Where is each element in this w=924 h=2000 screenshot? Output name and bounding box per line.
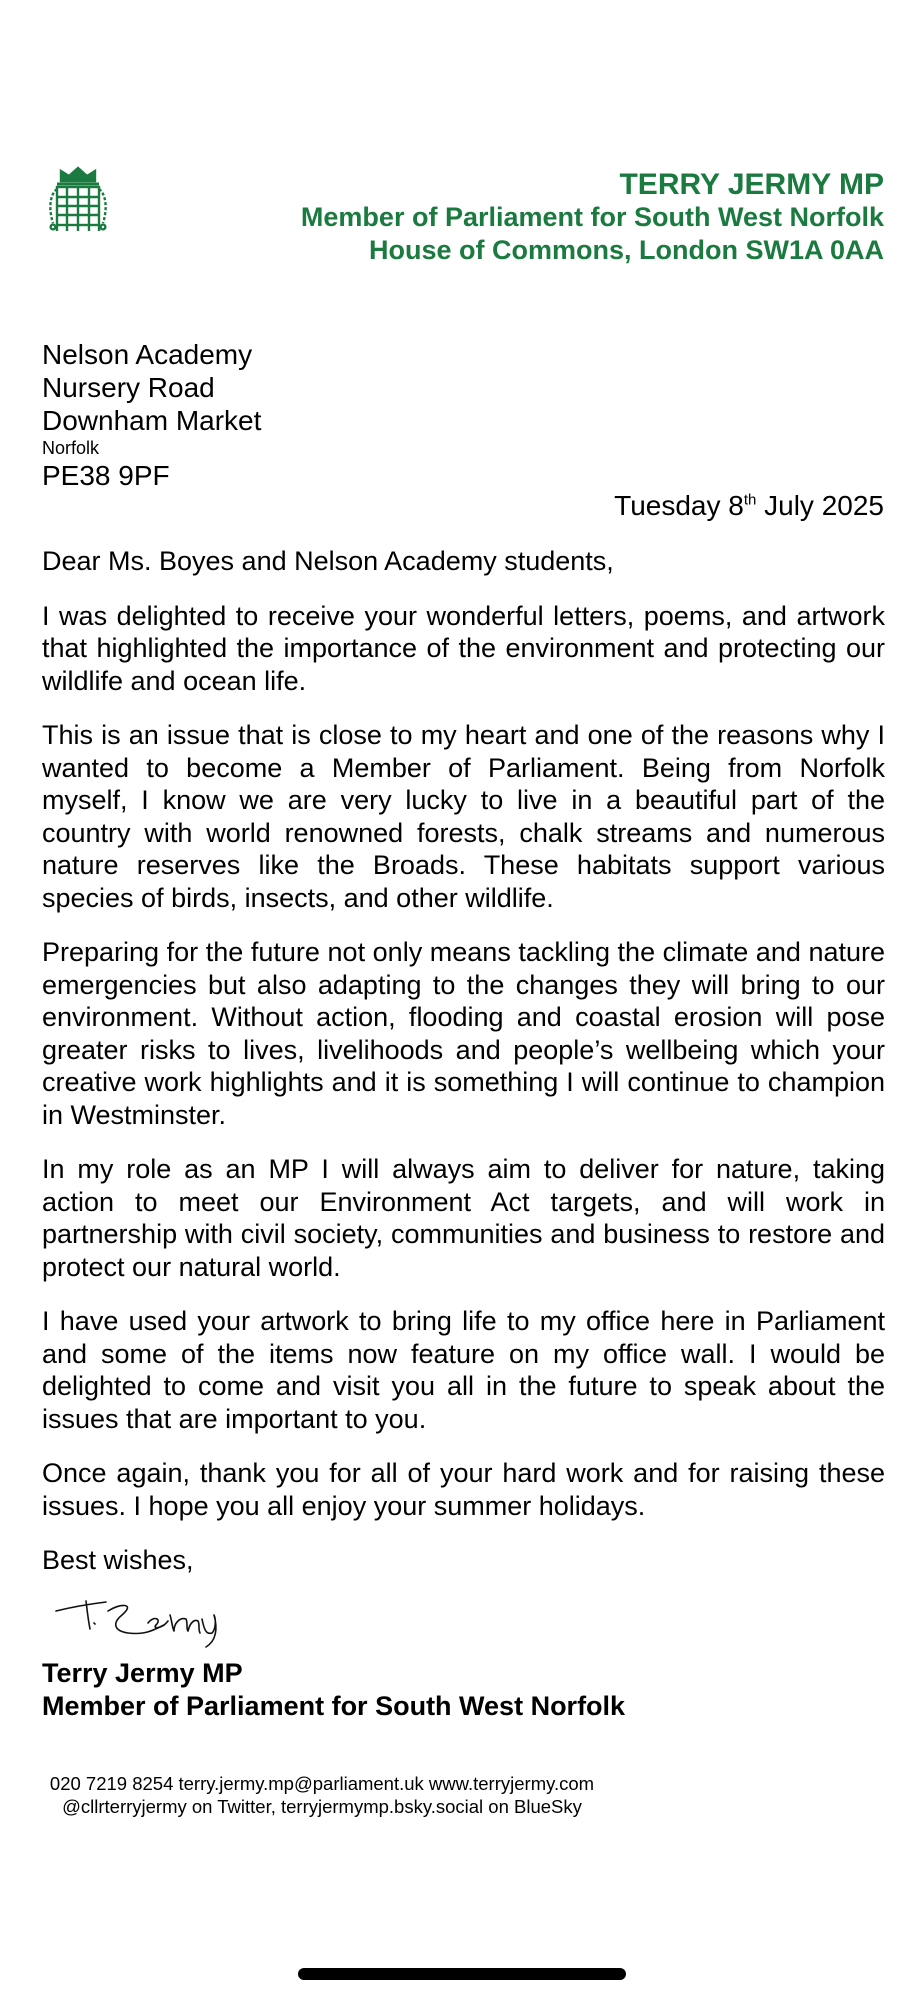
home-indicator[interactable] bbox=[298, 1968, 626, 1980]
paragraph: Preparing for the future not only means tackling the climate and nature emergencies but also adapting to the changes they will bring to our environment. Without action, flooding and coastal erosion will pose greater risks to lives, livelihoods and people’s wellbeing which your creative work highlights and it is something I will continue to champion in Westminster. bbox=[42, 937, 885, 1130]
social-handles: @cllrterryjermy on Twitter, terryjermymp.bsky.social on BlueSky bbox=[62, 1796, 582, 1817]
contact-footer bbox=[42, 1772, 602, 1818]
portcullis-icon bbox=[45, 165, 111, 239]
address-line: Downham Market bbox=[42, 405, 262, 436]
contact-details: 020 7219 8254 terry.jermy.mp@parliament.uk www.terryjermy.com bbox=[49, 1773, 595, 1794]
address-postcode: PE38 9PF bbox=[42, 460, 170, 491]
mp-name-heading: TERRY JERMY MP bbox=[619, 168, 884, 201]
letter-date bbox=[614, 490, 884, 522]
signatory-role: Member of Parliament for South West Norfolk bbox=[42, 1690, 626, 1721]
salutation: Dear Ms. Boyes and Nelson Academy students, bbox=[42, 546, 614, 576]
paragraph: I was delighted to receive your wonderful letters, poems, and artwork that highlighted the importance of the environment and protecting our wildlife and ocean life. bbox=[42, 600, 885, 696]
letterhead bbox=[301, 168, 884, 267]
closing: Best wishes, bbox=[42, 1545, 194, 1575]
paragraph: In my role as an MP I will always aim to deliver for nature, taking action to meet our Environment Act targets, and will work in partnership with civil society, communities and business to restore and protect our natural world. bbox=[42, 1154, 885, 1282]
date-day: Tuesday 8 bbox=[614, 490, 744, 521]
paragraph: I have used your artwork to bring life to my office here in Parliament and some of the items now feature on my office wall. I would be delighted to come and visit you all in the future to speak about the issues that are important to you. bbox=[42, 1306, 885, 1434]
mp-role-heading: Member of Parliament for South West Norfolk bbox=[300, 202, 884, 232]
address-line: Nelson Academy bbox=[42, 339, 253, 370]
signatory-name: Terry Jermy MP bbox=[42, 1657, 243, 1688]
recipient-address bbox=[42, 338, 261, 492]
office-address: House of Commons, London SW1A 0AA bbox=[369, 235, 884, 265]
address-county: Norfolk bbox=[42, 438, 100, 458]
paragraph: Once again, thank you for all of your hard work and for raising these issues. I hope you all enjoy your summer holidays. bbox=[42, 1458, 885, 1521]
date-month-year: July 2025 bbox=[756, 490, 884, 521]
address-line: Nursery Road bbox=[42, 372, 215, 403]
signature-image bbox=[52, 1589, 222, 1651]
letter-body bbox=[42, 545, 885, 1723]
paragraph: This is an issue that is close to my heart and one of the reasons why I wanted to become a Member of Parliament. Being from Norfolk myself, I know we are very lucky to live in a beautiful part of the country with world renowned forests, chalk streams and numerous nature reserves like the Broads. These habitats support various species of birds, insects, and other wildlife. bbox=[42, 720, 885, 913]
date-suffix: th bbox=[743, 491, 757, 509]
